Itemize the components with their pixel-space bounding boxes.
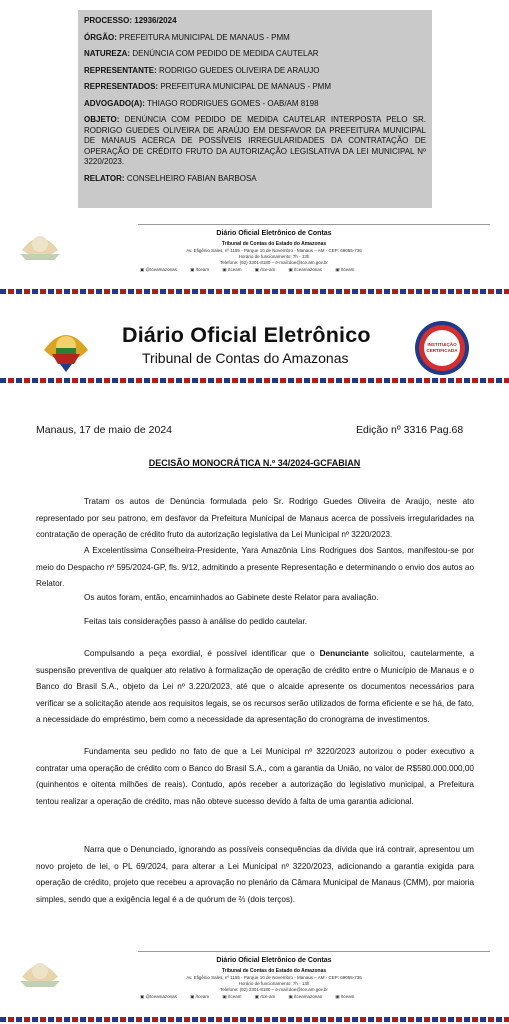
footer-org: Tribunal de Contas do Estado do Amazonas bbox=[221, 968, 327, 974]
page-divider-stripe bbox=[0, 289, 509, 294]
paragraph-3: Os autos foram, então, encaminhados ao Gabinete deste Relator para avaliação. bbox=[84, 593, 379, 602]
footer-rule bbox=[138, 951, 490, 952]
bottom-stripe bbox=[0, 1017, 509, 1022]
natureza-line: NATUREZA: DENÚNCIA COM PEDIDO DE MEDIDA CAUTELAR bbox=[84, 49, 319, 58]
footer-title: Diário Oficial Eletrônico de Contas bbox=[216, 230, 332, 237]
youtube-icon: ▣ /tceamazonas bbox=[288, 267, 323, 272]
footer-social bbox=[140, 994, 366, 1000]
footer-address: Av. Efigênio Sales, nº 1155 - Parque 10 de Novembro - Manaus – AM - CEP: 69055-736 bbox=[186, 248, 362, 253]
linkedin-icon: ▣ /tce-am bbox=[254, 994, 276, 999]
facebook-icon: ▣ /tceam bbox=[190, 994, 210, 999]
tce-emblem-icon bbox=[14, 947, 66, 995]
seal-line-1: INSTITUIÇÃO bbox=[427, 342, 457, 347]
footer-hours: Horário de funcionamento: 7h - 13h bbox=[238, 981, 310, 986]
certified-seal-icon bbox=[414, 320, 470, 376]
orgao-line: ÓRGÃO: PREFEITURA MUNICIPAL DE MANAUS - PMM bbox=[84, 32, 290, 42]
paragraph-1: Tratam os autos de Denúncia formulada pelo Sr. Rodrigo Guedes Oliveira de Araújo, neste ato representado por seu patrono, em desfavor da Prefeitura Municipal de Manaus acerca de possíveis irregularidades na contratação de operação de crédito fruto da autorização legislativa da Lei Municipal nº 3220/2023. bbox=[36, 497, 474, 539]
seal-line-2: CERTIFICADA bbox=[426, 348, 458, 353]
footer-social bbox=[140, 267, 366, 273]
representante-line: REPRESENTANTE: RODRIGO GUEDES OLIVEIRA DE ARAUJO bbox=[84, 65, 320, 75]
processo-number: 12936/2024 bbox=[134, 16, 177, 25]
flickr-icon: ▣ /tceam bbox=[335, 267, 355, 272]
relator-line: RELATOR: CONSELHEIRO FABIAN BARBOSA bbox=[84, 173, 257, 183]
header-stripe bbox=[0, 378, 509, 383]
instagram-icon: ▣ @tceamazonas bbox=[140, 994, 177, 999]
footer-phone: Telefone: (92) 3301-8180 – e-mail:doe@tce.am.gov.br bbox=[220, 987, 328, 992]
publication-date: Manaus, 17 de maio de 2024 bbox=[36, 424, 173, 436]
footer-hours: Horário de funcionamento: 7h - 13h bbox=[238, 254, 310, 259]
footer-rule bbox=[138, 224, 490, 225]
footer-title: Diário Oficial Eletrônico de Contas bbox=[216, 957, 332, 964]
objeto-line: OBJETO: DENÚNCIA COM PEDIDO DE MEDIDA CAUTELAR INTERPOSTA PELO SR. RODRIGO GUEDES OLIVEIRA DE ARAÚJO EM DESFAVOR DA PREFEITURA MUNICIPAL DE MANAUS ACERCA DE POSSÍVEIS IRREGULARIDADES DA CONTRATAÇÃO DE OPERAÇÃO DE CRÉDITO FRUTO DA AUTORIZAÇÃO LEGISLATIVA DA LEI MUNICIPAL Nº 3220/2023. bbox=[84, 115, 426, 166]
paragraph-2: A Excelentíssima Conselheira-Presidente, Yara Amazônia Lins Rodrigues dos Santos, manifestou-se por meio do Despacho nº 595/2024-GP, fls. 9/12, admitindo a presente Representação e determinando o envio dos autos ao Relator. bbox=[36, 546, 474, 588]
page-footer-top bbox=[0, 224, 509, 286]
tce-emblem-icon bbox=[14, 220, 66, 268]
journal-title: Diário Oficial Eletrônico bbox=[122, 323, 371, 347]
page-footer-bottom bbox=[0, 951, 509, 1013]
advogado-line: ADVOGADO(A): THIAGO RODRIGUES GOMES - OAB/AM 8198 bbox=[84, 98, 319, 108]
paragraph-4: Feitas tais considerações passo à análise do pedido cautelar. bbox=[84, 617, 308, 626]
process-info-box bbox=[78, 10, 432, 208]
twitter-icon: ▣ /tceam bbox=[222, 267, 242, 272]
footer-address: Av. Efigênio Sales, nº 1155 - Parque 10 de Novembro - Manaus – AM - CEP: 69055-736 bbox=[186, 975, 362, 980]
paragraph-7: Narra que o Denunciado, ignorando as possíveis consequências da dívida que irá contrair, apresentou um novo projeto de lei, o PL 69/2024, para alterar a Lei Municipal nº 3220/2023, adicionando a garantia exigida para operação de crédito, projeto que recebeu a aprovação no plenário da Câmara Municipal de Manaus (CMM), por maioria simples, sendo que a exigência legal é a de quórum de ⅔ (dois terços). bbox=[36, 845, 474, 904]
youtube-icon: ▣ /tceamazonas bbox=[288, 994, 323, 999]
edition-page: Edição nº 3316 Pag.68 bbox=[356, 424, 464, 436]
representados-line: REPRESENTADOS: PREFEITURA MUNICIPAL DE MANAUS - PMM bbox=[84, 82, 332, 91]
linkedin-icon: ▣ /tce-am bbox=[254, 267, 276, 272]
processo-line: PROCESSO: 12936/2024 bbox=[84, 16, 177, 25]
twitter-icon: ▣ /tceam bbox=[222, 994, 242, 999]
journal-subtitle: Tribunal de Contas do Amazonas bbox=[142, 350, 349, 366]
footer-phone: Telefone: (92) 3301-8180 – e-mail:doe@tce.am.gov.br bbox=[220, 260, 328, 265]
facebook-icon: ▣ /tceam bbox=[190, 267, 210, 272]
footer-org: Tribunal de Contas do Estado do Amazonas bbox=[221, 241, 327, 247]
instagram-icon: ▣ @tceamazonas bbox=[140, 267, 177, 272]
paragraph-5: Compulsando a peça exordial, é possível identificar que o Denunciante solicitou, cautelarmente, a suspensão preventiva de qualquer ato relativo à formalização de operação de crédito entre o Município de Manaus e o Banco do Brasil S.A., objeto da Lei nº 3.220/2023, até que o alcaide apresente os documentos necessários para verificar se a solicitação atende aos requisitos legais, se os recursos serão utilizados de forma eficiente e se há, de fato, a necessidade do empréstimo, bem como a necessidade da apresentação do cronograma de investimentos. bbox=[36, 649, 474, 724]
paragraph-6: Fundamenta seu pedido no fato de que a Lei Municipal nº 3220/2023 autorizou o poder executivo a contratar uma operação de crédito com o Banco do Brasil S.A., com a garantia da União, no valor de R$580.000.000,00 (quinhentos e oitenta milhões de reais). Contudo, após receber a autorização do legislativo municipal, a Prefeitura tentou realizar a operação de crédito, mas não obteve sucesso devido à falta de uma garantia adicional. bbox=[36, 747, 474, 806]
decision-heading: DECISÃO MONOCRÁTICA N.º 34/2024-GCFABIAN bbox=[148, 458, 361, 468]
tce-crest-icon bbox=[40, 324, 92, 374]
flickr-icon: ▣ /tceam bbox=[335, 994, 355, 999]
